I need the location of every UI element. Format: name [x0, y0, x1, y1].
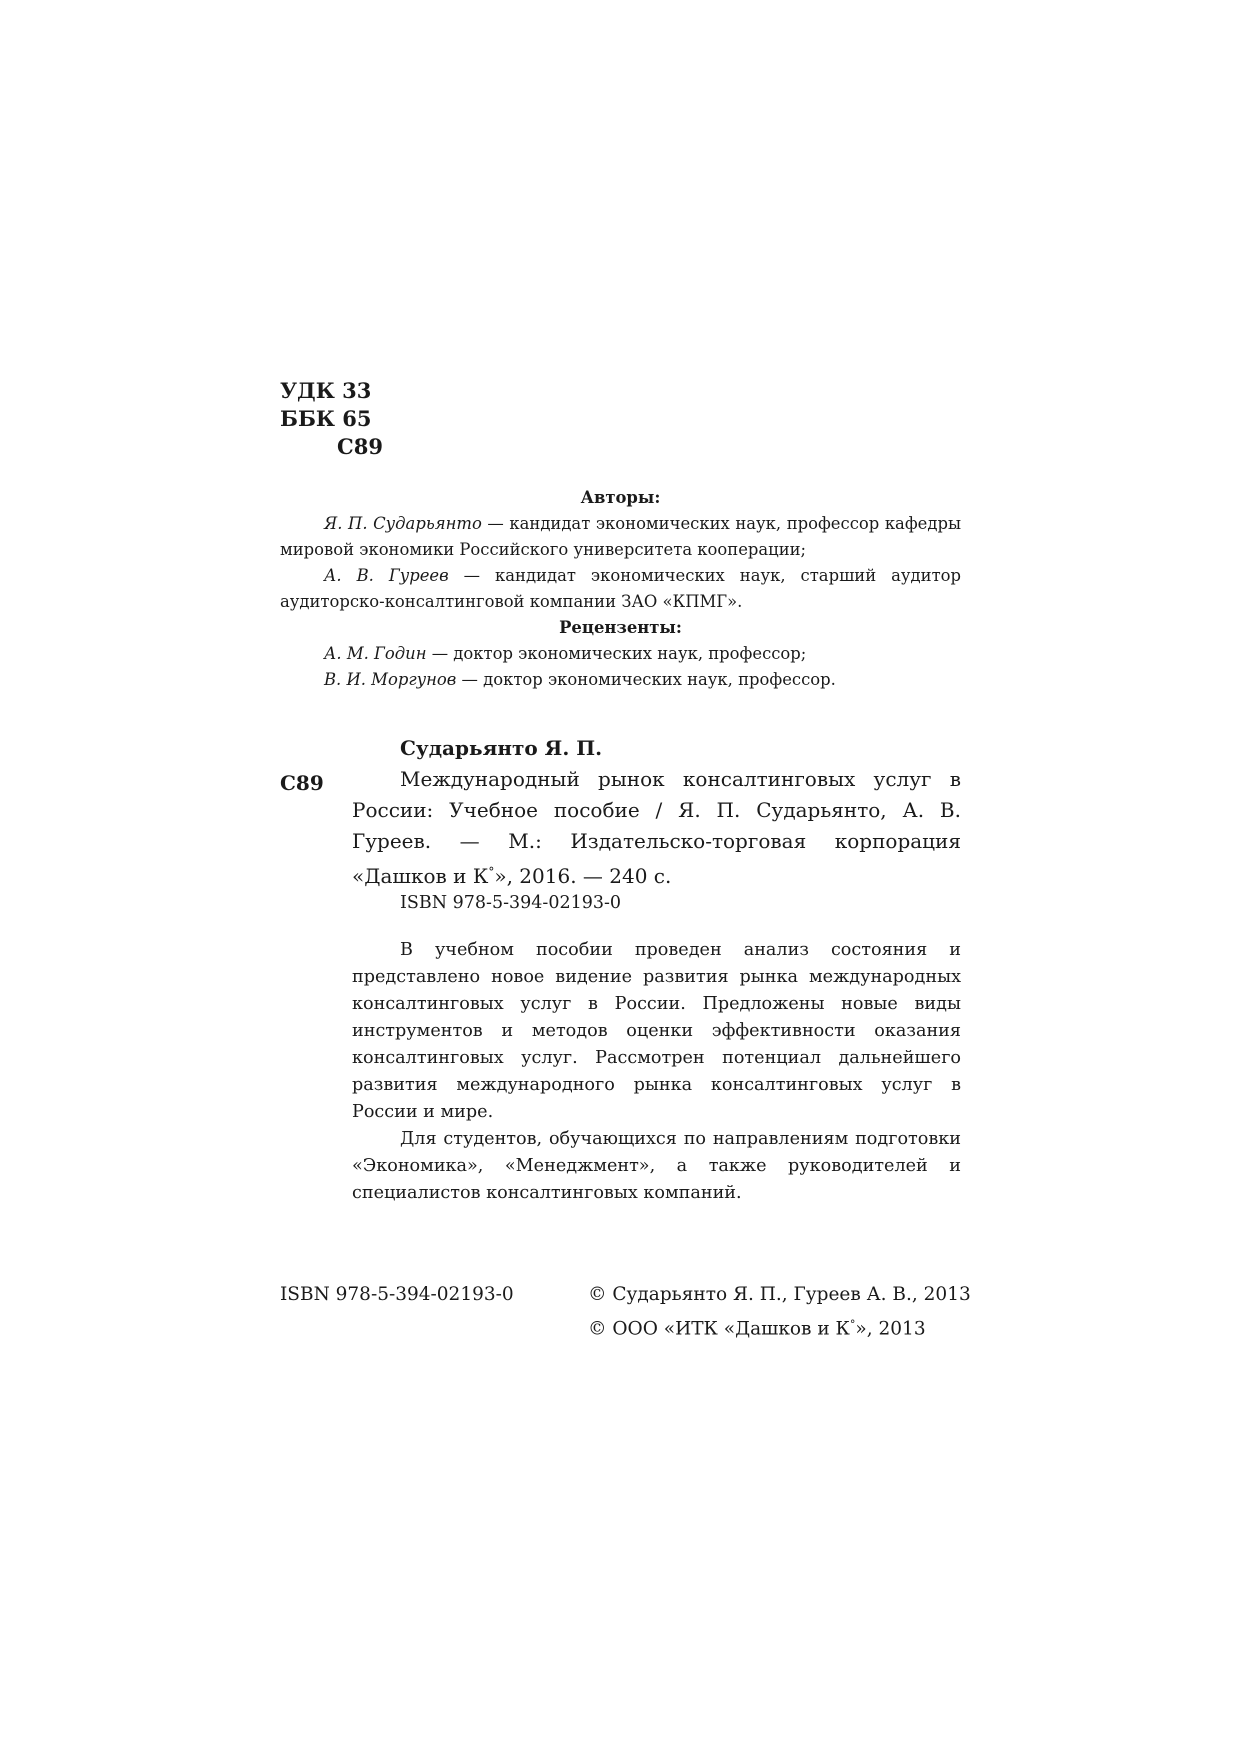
isbn-entry: ISBN 978-5-394-02193-0 [400, 893, 622, 913]
copyright-publisher-main: © ООО «ИТК «Дашков и К [588, 1318, 850, 1340]
copyright-block [588, 1280, 971, 1345]
bibliographic-entry [352, 764, 961, 892]
author-description: — кандидат экономических наук, старший аудитор аудиторско-консалтинговой компании ЗАО «КПМГ». [280, 566, 961, 611]
author-entry [280, 511, 961, 563]
reviewer-description: — доктор экономических наук, профессор; [426, 644, 807, 663]
authors-heading: Авторы: [580, 488, 661, 507]
reviewer-description: — доктор экономических наук, профессор. [456, 670, 836, 689]
credits-block [280, 485, 961, 693]
entry-tail: », 2016. — 240 с. [494, 864, 672, 889]
bibliographic-record [352, 733, 961, 892]
reviewer-entry [280, 667, 961, 693]
bibliographic-author: Сударьянто Я. П. [400, 736, 603, 760]
reviewer-entry [280, 641, 961, 667]
reviewer-name: А. М. Годин [324, 644, 427, 663]
copyright-publisher [588, 1310, 971, 1345]
footer-isbn: ISBN 978-5-394-02193-0 [280, 1284, 514, 1305]
copyright-authors: © Сударьянто Я. П., Гуреев А. В., 2013 [588, 1284, 971, 1305]
abstract-paragraph: Для студентов, обучающихся по направлениям подготовки «Экономика», «Менеджмент», а также руководителей и специалистов консалтинговых компаний. [352, 1129, 961, 1203]
bibliographic-code: С89 [280, 771, 324, 795]
author-name: Я. П. Сударьянто [324, 514, 482, 533]
reviewers-heading: Рецензенты: [559, 618, 682, 637]
author-sign-code: С89 [337, 434, 383, 459]
udk-code: УДК 33 [280, 378, 372, 403]
copyright-publisher-tail: », 2013 [855, 1318, 926, 1340]
abstract-block [352, 937, 961, 1207]
author-name: А. В. Гуреев [324, 566, 449, 585]
entry-main: Международный рынок консалтинговых услуг в России: Учебное пособие / Я. П. Сударьянто, А. В. Гуреев. — М.: Издательско-торговая корпорация «Дашков и К [352, 767, 961, 889]
author-description: — кандидат экономических наук, профессор кафедры мировой экономики Российского университета кооперации; [280, 514, 961, 559]
reviewer-name: В. И. Моргунов [324, 670, 457, 689]
abstract-paragraph: В учебном пособии проведен анализ состояния и представлено новое видение развития рынка международных консалтинговых услуг в России. Предложены новые виды инструментов и методов оценки эффективности оказания консалтинговых услуг. Рассмотрен потенциал дальнейшего развития международного рынка консалтинговых услуг в России и мире. [352, 940, 961, 1122]
degree-mark: ° [849, 1318, 856, 1331]
degree-mark: ° [488, 865, 495, 879]
author-entry [280, 563, 961, 615]
bbk-code: ББК 65 [280, 406, 372, 431]
